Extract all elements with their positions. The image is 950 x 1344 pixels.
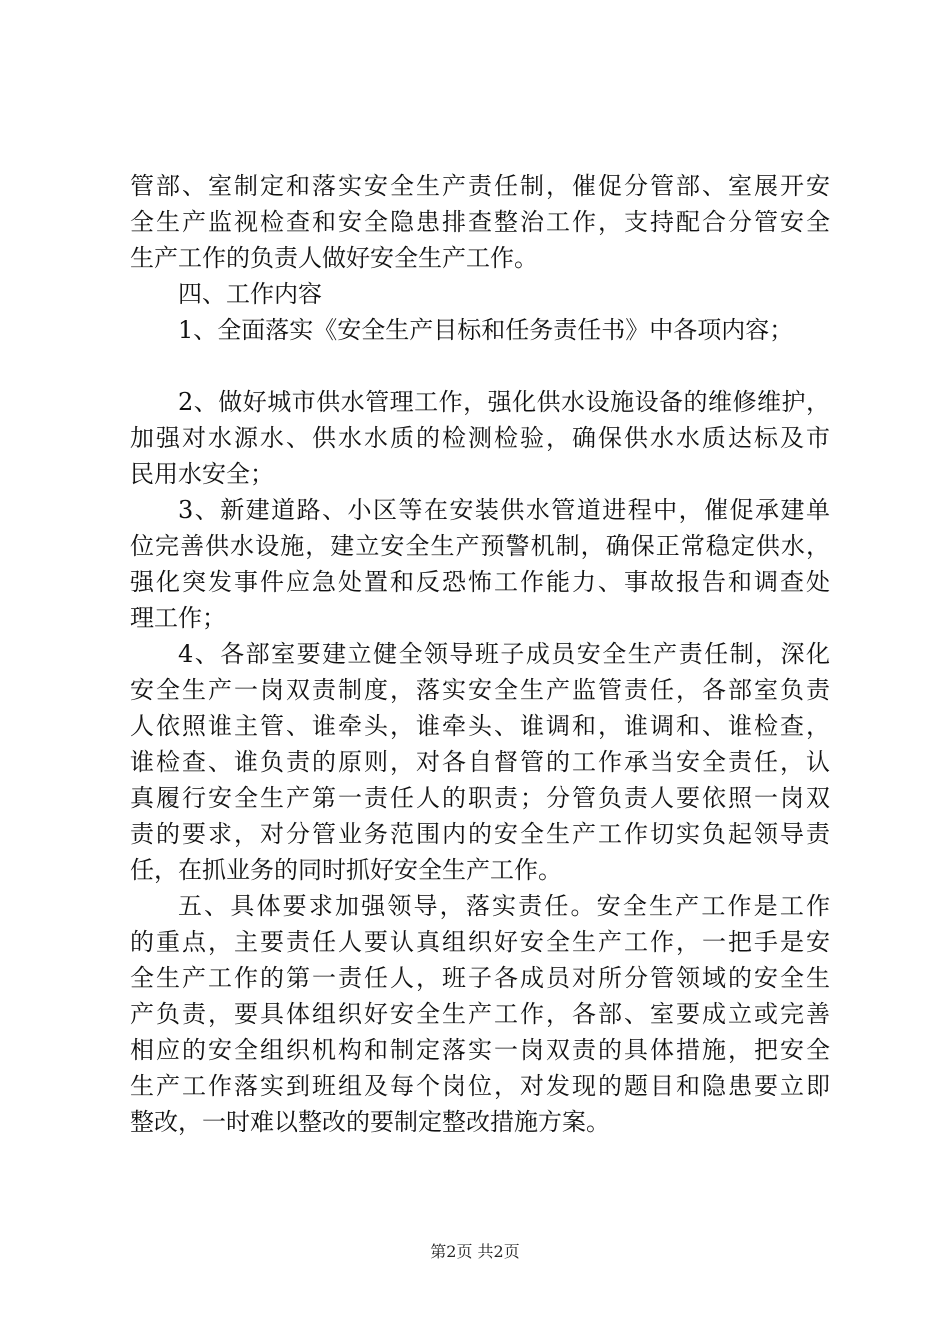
body-line: 真履行安全生产第一责任人的职责；分管负责人要依照一岗双 xyxy=(130,784,830,812)
body-line: 全生产监视检查和安全隐患排查整治工作，支持配合分管安全 xyxy=(130,208,830,236)
body-line: 2、做好城市供水管理工作，强化供水设施设备的维修维护， xyxy=(178,388,830,416)
section-heading: 四、工作内容 xyxy=(178,280,322,308)
body-line: 4、各部室要建立健全领导班子成员安全生产责任制，深化 xyxy=(178,640,830,668)
body-line: 1、全面落实《安全生产目标和任务责任书》中各项内容； xyxy=(178,316,794,344)
body-line: 管部、室制定和落实安全生产责任制，催促分管部、室展开安 xyxy=(130,172,830,200)
section-heading: 五、具体要求加强领导，落实责任。安全生产工作是工作 xyxy=(178,892,830,920)
body-line: 安全生产一岗双责制度，落实安全生产监管责任，各部室负责 xyxy=(130,676,830,704)
body-line: 生产工作落实到班组及每个岗位，对发现的题目和隐患要立即 xyxy=(130,1072,830,1100)
body-line: 产负责，要具体组织好安全生产工作，各部、室要成立或完善 xyxy=(130,1000,830,1028)
body-line: 相应的安全组织机构和制定落实一岗双责的具体措施，把安全 xyxy=(130,1036,830,1064)
body-line: 强化突发事件应急处置和反恐怖工作能力、事故报告和调查处 xyxy=(130,568,830,596)
body-line: 位完善供水设施，建立安全生产预警机制，确保正常稳定供水， xyxy=(130,532,830,560)
body-line: 整改，一时难以整改的要制定整改措施方案。 xyxy=(130,1108,610,1136)
body-line: 3、新建道路、小区等在安装供水管道进程中，催促承建单 xyxy=(178,496,830,524)
body-line: 理工作； xyxy=(130,604,226,632)
page-footer: 第2页 共2页 xyxy=(430,1242,520,1261)
body-line: 全生产工作的第一责任人，班子各成员对所分管领域的安全生 xyxy=(130,964,830,992)
body-line: 民用水安全； xyxy=(130,460,274,488)
body-line: 生产工作的负责人做好安全生产工作。 xyxy=(130,244,538,272)
body-line: 人依照谁主管、谁牵头，谁牵头、谁调和，谁调和、谁检查， xyxy=(130,712,830,740)
body-line: 责的要求，对分管业务范围内的安全生产工作切实负起领导责 xyxy=(130,820,830,848)
body-line: 加强对水源水、供水水质的检测检验，确保供水水质达标及市 xyxy=(130,424,830,452)
body-line: 的重点，主要责任人要认真组织好安全生产工作，一把手是安 xyxy=(130,928,830,956)
body-line: 任，在抓业务的同时抓好安全生产工作。 xyxy=(130,856,562,884)
paragraph-gap xyxy=(130,348,830,384)
body-line: 谁检查、谁负责的原则，对各自督管的工作承当安全责任，认 xyxy=(130,748,830,776)
document-body xyxy=(130,168,830,1140)
